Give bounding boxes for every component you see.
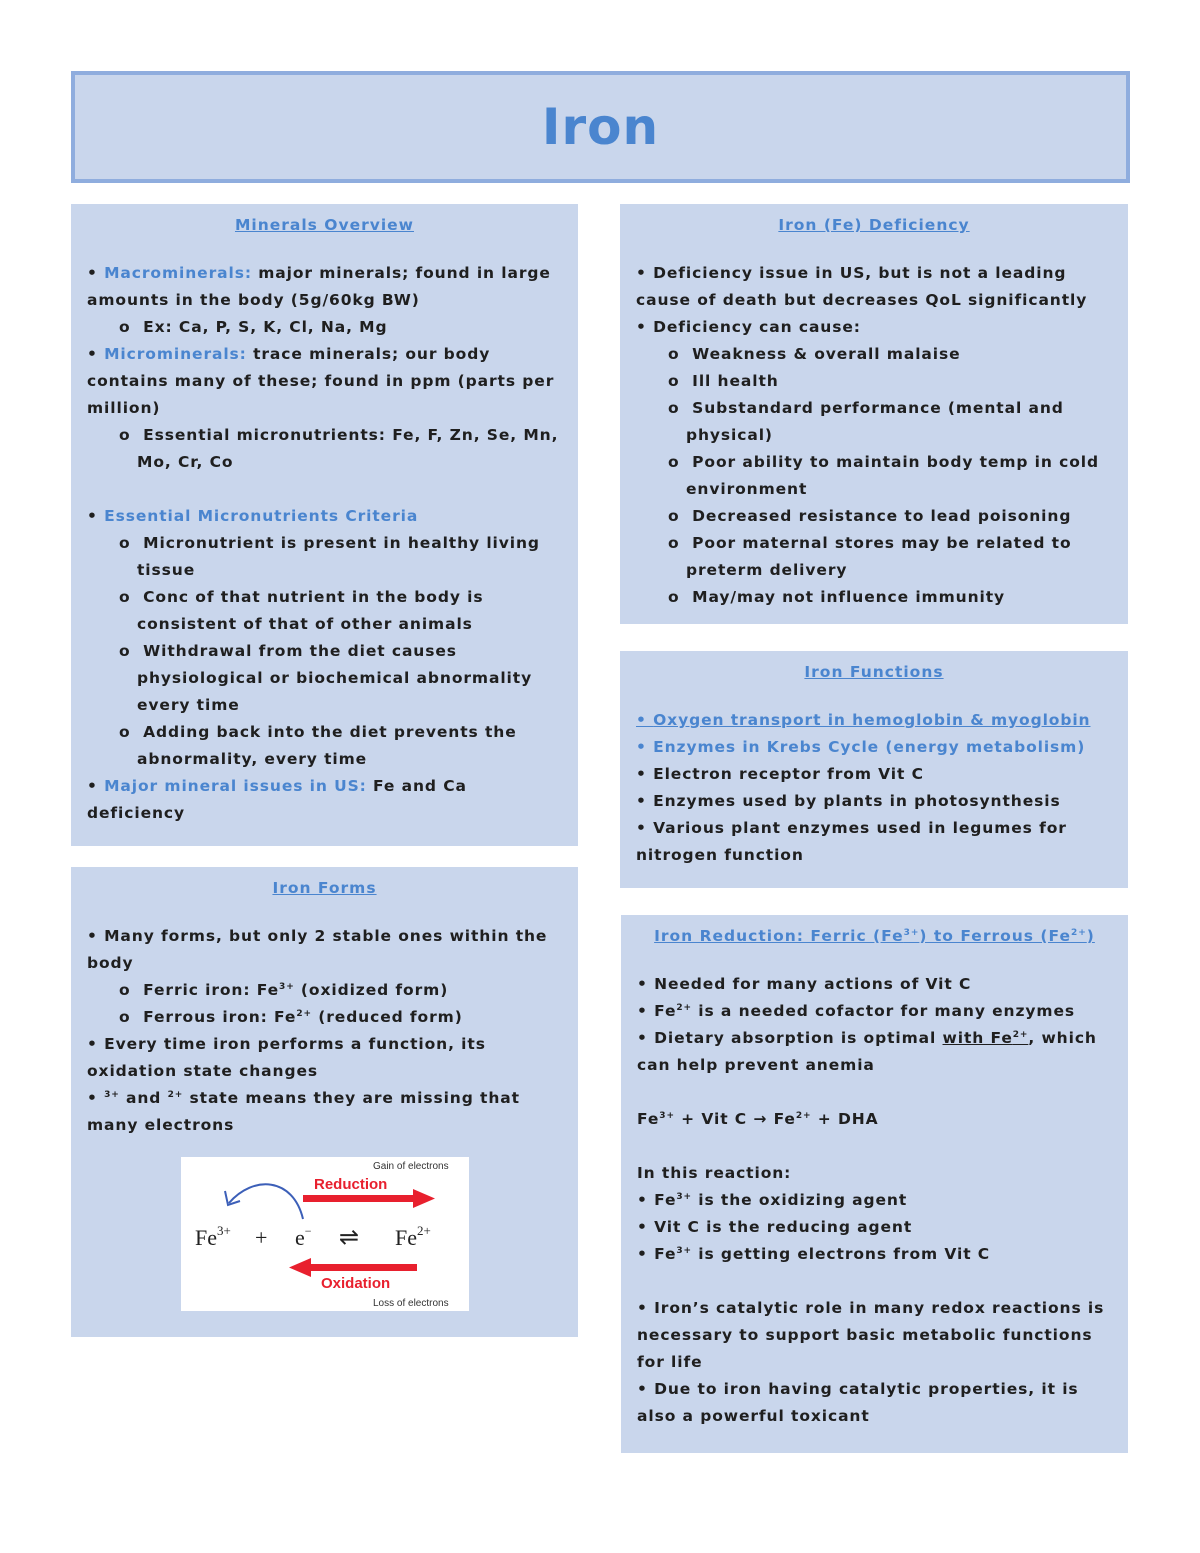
iron-functions-heading: Iron Functions xyxy=(804,663,944,681)
microminerals-item xyxy=(87,341,562,476)
criteria-term: Essential Micronutrients Criteria xyxy=(104,507,419,525)
deficiency-issue-item: • Deficiency issue in US, but is not a leading cause of death but decreases QoL significantly xyxy=(636,260,1112,314)
reduction-item: • Needed for many actions of Vit C xyxy=(637,971,1112,998)
iron-forms-card xyxy=(71,867,578,1337)
micro-essential: o Essential micronutrients: Fe, F, Zn, Se, Mn, Mo, Cr, Co xyxy=(119,422,562,476)
ferric-item: o Ferric iron: $Fe^{3+}$ (oxidized form) xyxy=(119,977,562,1004)
reaction-item: • Vit C is the reducing agent xyxy=(637,1214,1112,1241)
function-item: • Electron receptor from Vit C xyxy=(636,761,1112,788)
minerals-overview-heading: Minerals Overview xyxy=(234,216,414,234)
gain-label: Gain of electrons xyxy=(372,1161,449,1172)
deficiency-effect: o Poor maternal stores may be related to preterm delivery xyxy=(668,530,1112,584)
minerals-list xyxy=(87,260,562,476)
minerals-overview-card xyxy=(71,204,578,846)
criteria-entry: o Conc of that nutrient in the body is consistent of that of other animals xyxy=(119,584,562,638)
deficiency-effect: o Decreased resistance to lead poisoning xyxy=(668,503,1112,530)
function-oxygen-transport-link[interactable]: • Oxygen transport in hemoglobin & myoglobin xyxy=(636,707,1112,734)
equilibrium-symbol: ⇌ xyxy=(338,1223,359,1251)
deficiency-effect: o Ill health xyxy=(668,368,1112,395)
oxidation-arrow xyxy=(309,1264,417,1271)
loss-label: Loss of electrons xyxy=(372,1298,449,1309)
criteria-entry: o Micronutrient is present in healthy living tissue xyxy=(119,530,562,584)
oxidation-state-item: • Every time iron performs a function, its oxidation state changes xyxy=(87,1031,562,1085)
with-fe2-underline: with $Fe^{2+}$ xyxy=(942,1029,1029,1047)
micro-term: Microminerals: xyxy=(104,345,247,363)
function-item: • Various plant enzymes used in legumes for nitrogen function xyxy=(636,815,1112,869)
reaction-item: • $Fe^{3+}$ is the oxidizing agent xyxy=(637,1187,1112,1214)
arrow-icon: → xyxy=(753,1110,768,1128)
deficiency-effect: o Poor ability to maintain body temp in cold environment xyxy=(668,449,1112,503)
major-issues-item xyxy=(87,773,562,827)
criteria-item xyxy=(87,503,562,773)
reduction-arrow xyxy=(303,1195,415,1202)
catalytic-item: • Due to iron having catalytic properties, it is also a powerful toxicant xyxy=(637,1376,1112,1430)
electron-symbol: e− xyxy=(294,1224,312,1250)
iron-functions-card xyxy=(620,651,1128,888)
title-banner xyxy=(71,71,1130,183)
micro-text: trace minerals; our body contains many of these; found in ppm (parts per million) xyxy=(87,345,555,417)
plus-sign: + xyxy=(254,1225,267,1250)
electrons-item: • $^{3+}$ and $^{2+}$ state means they are missing that many electrons xyxy=(87,1085,562,1139)
catalytic-item: • Iron’s catalytic role in many redox reactions is necessary to support basic metabolic functions for life xyxy=(637,1295,1112,1376)
iron-reduction-card xyxy=(621,915,1128,1453)
forms-item xyxy=(87,923,562,1031)
fe3-label: $Fe^{3+}$ xyxy=(194,1223,231,1250)
fe2-label: $Fe^{2+}$ xyxy=(394,1223,431,1250)
macrominerals-item xyxy=(87,260,562,341)
reduction-equation: $Fe^{3+}$ + Vit $C \to Fe^{2+}$ + DHA xyxy=(637,1110,879,1128)
reduction-item: • $Fe^{2+}$ is a needed cofactor for many enzymes xyxy=(637,998,1112,1025)
major-term: Major mineral issues in US: xyxy=(104,777,367,795)
iron-deficiency-card xyxy=(620,204,1128,624)
criteria-entry: o Withdrawal from the diet causes physiological or biochemical abnormality every time xyxy=(119,638,562,719)
deficiency-effect: o Weakness & overall malaise xyxy=(668,341,1112,368)
forms-text: Many forms, but only 2 stable ones within the body xyxy=(87,927,548,972)
deficiency-causes-item: • Deficiency can cause: o Weakness & overall malaise o Ill health o Substandard performance (mental and physical) o Poor ability to maintain body temp in cold environment o Decreased resistance to lead poisoning o Poor maternal stores may be related to preterm delivery o May/may not influence immunity xyxy=(636,314,1112,611)
ferrous-item: o Ferrous iron: $Fe^{2+}$ (reduced form) xyxy=(119,1004,562,1031)
deficiency-effect: o Substandard performance (mental and physical) xyxy=(668,395,1112,449)
macro-term: Macrominerals: xyxy=(104,264,252,282)
deficiency-effect: o May/may not influence immunity xyxy=(668,584,1112,611)
macro-text: major minerals; found in large amounts in the body (5g/60kg BW) xyxy=(87,264,551,309)
function-item: • Enzymes used by plants in photosynthesis xyxy=(636,788,1112,815)
reaction-item: • $Fe^{3+}$ is getting electrons from Vit C xyxy=(637,1241,1112,1268)
iron-forms-heading: Iron Forms xyxy=(272,879,377,897)
major-text: Fe and Ca deficiency xyxy=(87,777,467,822)
macro-example: o Ex: Ca, P, S, K, Cl, Na, Mg xyxy=(119,314,562,341)
reaction-label: In this reaction: xyxy=(637,1164,792,1182)
oxidation-label: Oxidation xyxy=(320,1275,390,1292)
iron-deficiency-heading: Iron (Fe) Deficiency xyxy=(778,216,970,234)
iron-reduction-heading: Iron Reduction: Ferric $(Fe^{3+})$ to Ferrous $(Fe^{2+})$ xyxy=(654,927,1095,945)
page-title: Iron xyxy=(541,98,660,156)
redox-diagram xyxy=(181,1157,469,1311)
criteria-entry: o Adding back into the diet prevents the abnormality, every time xyxy=(119,719,562,773)
reduction-item: • Dietary absorption is optimal with $Fe^{2+}$, which can help prevent anemia xyxy=(637,1025,1112,1079)
reduction-label: Reduction xyxy=(313,1176,387,1193)
function-krebs-enzymes: • Enzymes in Krebs Cycle (energy metabolism) xyxy=(636,734,1112,761)
